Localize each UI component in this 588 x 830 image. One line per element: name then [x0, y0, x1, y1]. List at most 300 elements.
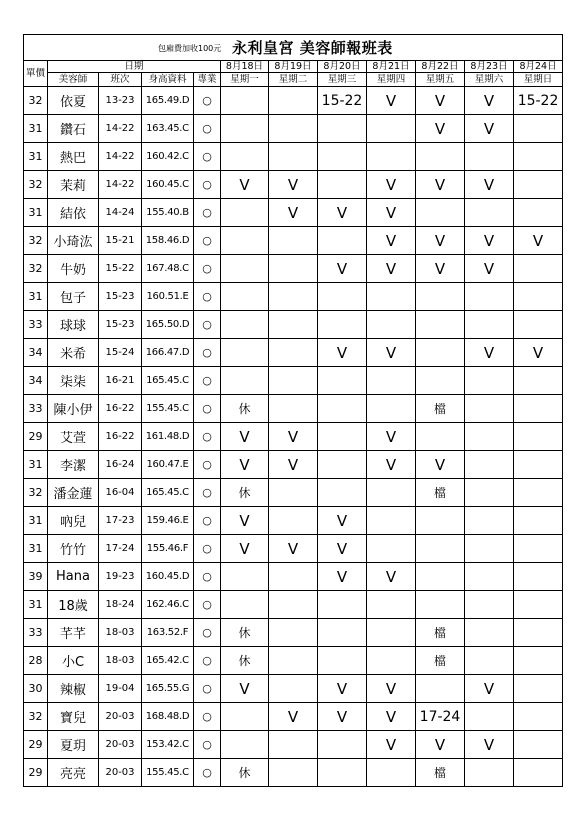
- row-spec: ○: [194, 255, 221, 283]
- header-date: 8月20日: [318, 61, 367, 73]
- row-day: V: [367, 199, 416, 227]
- row-day: [465, 311, 514, 339]
- row-day: V: [318, 703, 367, 731]
- table-row: [24, 367, 563, 395]
- table-row: [24, 451, 563, 479]
- row-day: [221, 591, 269, 619]
- table-row: [24, 227, 563, 255]
- row-day: [514, 283, 563, 311]
- row-day: [514, 507, 563, 535]
- row-day: V: [465, 171, 514, 199]
- row-day: [269, 367, 318, 395]
- row-day: V: [269, 423, 318, 451]
- row-name: 陳小伊: [48, 395, 99, 423]
- row-seq: 31: [24, 115, 48, 143]
- row-day: 檔: [416, 479, 465, 507]
- row-day: [221, 115, 269, 143]
- row-name: 艾萱: [48, 423, 99, 451]
- header-class: 班次: [99, 73, 142, 87]
- row-day: V: [367, 87, 416, 115]
- row-body: 165.55.G: [142, 675, 194, 703]
- row-body: 165.42.C: [142, 647, 194, 675]
- row-body: 165.49.D: [142, 87, 194, 115]
- title-row: [24, 35, 563, 61]
- row-body: 159.46.E: [142, 507, 194, 535]
- row-body: 160.51.E: [142, 283, 194, 311]
- row-day: [514, 535, 563, 563]
- row-name: 包子: [48, 283, 99, 311]
- row-body: 166.47.D: [142, 339, 194, 367]
- row-day: [367, 591, 416, 619]
- row-day: [318, 731, 367, 759]
- row-spec: ○: [194, 283, 221, 311]
- row-day: [367, 619, 416, 647]
- row-day: [221, 563, 269, 591]
- row-seq: 39: [24, 563, 48, 591]
- row-body: 158.46.D: [142, 227, 194, 255]
- row-day: [269, 395, 318, 423]
- row-body: 155.45.C: [142, 395, 194, 423]
- row-day: [269, 563, 318, 591]
- row-class: 15-24: [99, 339, 142, 367]
- row-name: 柒柒: [48, 367, 99, 395]
- row-day: [514, 199, 563, 227]
- table-row: [24, 591, 563, 619]
- row-day: 17-24: [416, 703, 465, 731]
- surcharge-note: 包廂費加收100元: [158, 44, 222, 53]
- row-day: [318, 227, 367, 255]
- row-day: [318, 647, 367, 675]
- row-day: [514, 451, 563, 479]
- row-seq: 32: [24, 255, 48, 283]
- row-day: [318, 395, 367, 423]
- row-day: [416, 143, 465, 171]
- row-name: Hana: [48, 563, 99, 591]
- row-seq: 31: [24, 199, 48, 227]
- row-class: 16-22: [99, 423, 142, 451]
- row-seq: 30: [24, 675, 48, 703]
- row-day: [221, 367, 269, 395]
- row-day: [465, 283, 514, 311]
- row-day: [269, 731, 318, 759]
- row-day: V: [221, 675, 269, 703]
- row-day: [416, 507, 465, 535]
- row-body: 165.45.C: [142, 479, 194, 507]
- row-body: 155.45.C: [142, 759, 194, 787]
- row-day: 休: [221, 619, 269, 647]
- row-day: [416, 339, 465, 367]
- row-body: 165.45.C: [142, 367, 194, 395]
- row-day: V: [367, 339, 416, 367]
- row-body: 161.48.D: [142, 423, 194, 451]
- row-day: V: [465, 731, 514, 759]
- row-day: [269, 87, 318, 115]
- row-day: V: [416, 115, 465, 143]
- header-date: 8月23日: [465, 61, 514, 73]
- row-day: V: [367, 703, 416, 731]
- row-spec: ○: [194, 591, 221, 619]
- header-date: 8月21日: [367, 61, 416, 73]
- row-spec: ○: [194, 199, 221, 227]
- row-body: 160.42.C: [142, 143, 194, 171]
- row-day: [416, 535, 465, 563]
- row-seq: 32: [24, 703, 48, 731]
- row-day: V: [465, 87, 514, 115]
- row-day: [465, 423, 514, 451]
- row-spec: ○: [194, 311, 221, 339]
- table-row: [24, 479, 563, 507]
- row-day: [221, 339, 269, 367]
- row-day: [514, 759, 563, 787]
- row-spec: ○: [194, 395, 221, 423]
- row-day: [318, 143, 367, 171]
- row-day: [514, 703, 563, 731]
- row-body: 155.40.B: [142, 199, 194, 227]
- header-weekday: 星期三: [318, 73, 367, 87]
- row-day: [318, 283, 367, 311]
- schedule-table: [23, 34, 563, 787]
- row-class: 16-21: [99, 367, 142, 395]
- row-name: 竹竹: [48, 535, 99, 563]
- row-day: [465, 199, 514, 227]
- row-day: [465, 647, 514, 675]
- row-day: [416, 675, 465, 703]
- row-day: V: [269, 703, 318, 731]
- row-day: V: [416, 87, 465, 115]
- row-day: [269, 339, 318, 367]
- row-name: 球球: [48, 311, 99, 339]
- row-day: [465, 563, 514, 591]
- row-day: [269, 143, 318, 171]
- table-row: [24, 647, 563, 675]
- table-row: [24, 731, 563, 759]
- row-day: [465, 619, 514, 647]
- row-class: 15-22: [99, 255, 142, 283]
- row-day: 休: [221, 647, 269, 675]
- row-seq: 33: [24, 395, 48, 423]
- row-day: V: [221, 171, 269, 199]
- row-day: [221, 143, 269, 171]
- row-name: 小琦汯: [48, 227, 99, 255]
- row-name: 茉莉: [48, 171, 99, 199]
- row-day: [465, 759, 514, 787]
- header-name: 美容師: [48, 73, 99, 87]
- row-day: [367, 143, 416, 171]
- row-day: 休: [221, 395, 269, 423]
- row-day: [416, 311, 465, 339]
- row-day: [465, 703, 514, 731]
- row-day: [465, 367, 514, 395]
- row-day: V: [367, 563, 416, 591]
- row-day: [514, 675, 563, 703]
- row-day: [514, 255, 563, 283]
- row-day: V: [465, 675, 514, 703]
- row-day: V: [221, 535, 269, 563]
- row-name: 米希: [48, 339, 99, 367]
- row-day: 15-22: [318, 87, 367, 115]
- row-seq: 33: [24, 619, 48, 647]
- row-spec: ○: [194, 759, 221, 787]
- row-seq: 31: [24, 535, 48, 563]
- row-day: [514, 647, 563, 675]
- row-name: 芊芊: [48, 619, 99, 647]
- row-day: [465, 479, 514, 507]
- row-name: 辣椒: [48, 675, 99, 703]
- row-day: V: [318, 255, 367, 283]
- row-day: 檔: [416, 395, 465, 423]
- row-day: V: [269, 199, 318, 227]
- table-row: [24, 507, 563, 535]
- row-day: [514, 731, 563, 759]
- row-day: V: [318, 675, 367, 703]
- table-row: [24, 199, 563, 227]
- row-body: 153.42.C: [142, 731, 194, 759]
- row-day: [318, 759, 367, 787]
- row-spec: ○: [194, 535, 221, 563]
- row-day: V: [416, 255, 465, 283]
- row-day: V: [465, 255, 514, 283]
- row-seq: 34: [24, 339, 48, 367]
- header-weekday: 星期一: [221, 73, 269, 87]
- row-day: [318, 451, 367, 479]
- row-day: V: [221, 507, 269, 535]
- row-spec: ○: [194, 115, 221, 143]
- row-day: [269, 115, 318, 143]
- page-title: 永利皇宮 美容師報班表: [232, 39, 393, 57]
- header-date: 8月18日: [221, 61, 269, 73]
- row-day: V: [318, 507, 367, 535]
- header-row-1: [24, 61, 563, 73]
- row-spec: ○: [194, 619, 221, 647]
- row-seq: 31: [24, 451, 48, 479]
- row-day: [221, 87, 269, 115]
- header-date-group: 日期: [48, 61, 221, 73]
- row-name: 寶兒: [48, 703, 99, 731]
- row-day: [514, 367, 563, 395]
- row-day: [367, 759, 416, 787]
- row-day: [416, 367, 465, 395]
- row-class: 20-03: [99, 731, 142, 759]
- row-class: 18-03: [99, 647, 142, 675]
- table-row: [24, 563, 563, 591]
- row-day: V: [221, 423, 269, 451]
- row-day: [269, 479, 318, 507]
- table-row: [24, 535, 563, 563]
- table-row: [24, 395, 563, 423]
- row-day: V: [416, 171, 465, 199]
- row-day: [269, 675, 318, 703]
- row-day: V: [269, 451, 318, 479]
- header-seq: 單價: [24, 61, 48, 87]
- row-day: [318, 367, 367, 395]
- row-class: 15-23: [99, 311, 142, 339]
- table-row: [24, 339, 563, 367]
- row-name: 牛奶: [48, 255, 99, 283]
- row-body: 163.45.C: [142, 115, 194, 143]
- row-day: [416, 563, 465, 591]
- row-day: [465, 591, 514, 619]
- row-seq: 33: [24, 311, 48, 339]
- row-day: V: [465, 227, 514, 255]
- row-day: [514, 395, 563, 423]
- row-name: 鑽石: [48, 115, 99, 143]
- row-day: [416, 283, 465, 311]
- header-row-2: [24, 73, 563, 87]
- row-name: 潘金蓮: [48, 479, 99, 507]
- row-class: 14-22: [99, 171, 142, 199]
- row-day: [269, 255, 318, 283]
- row-day: [514, 143, 563, 171]
- table-row: [24, 311, 563, 339]
- row-body: 160.45.C: [142, 171, 194, 199]
- row-day: 檔: [416, 647, 465, 675]
- row-seq: 28: [24, 647, 48, 675]
- row-day: V: [514, 339, 563, 367]
- row-spec: ○: [194, 563, 221, 591]
- row-name: 小C: [48, 647, 99, 675]
- row-class: 19-04: [99, 675, 142, 703]
- row-day: [416, 199, 465, 227]
- row-day: V: [318, 563, 367, 591]
- header-date: 8月24日: [514, 61, 563, 73]
- row-day: [465, 535, 514, 563]
- row-day: [514, 311, 563, 339]
- row-class: 18-24: [99, 591, 142, 619]
- row-spec: ○: [194, 339, 221, 367]
- row-spec: ○: [194, 647, 221, 675]
- table-row: [24, 115, 563, 143]
- row-day: [514, 115, 563, 143]
- row-day: [318, 619, 367, 647]
- row-body: 167.48.C: [142, 255, 194, 283]
- row-class: 14-24: [99, 199, 142, 227]
- row-class: 20-03: [99, 703, 142, 731]
- row-body: 163.52.F: [142, 619, 194, 647]
- row-spec: ○: [194, 367, 221, 395]
- row-day: [318, 479, 367, 507]
- row-day: V: [318, 339, 367, 367]
- row-day: [221, 199, 269, 227]
- row-body: 155.46.F: [142, 535, 194, 563]
- table-row: [24, 759, 563, 787]
- row-spec: ○: [194, 507, 221, 535]
- row-class: 14-22: [99, 115, 142, 143]
- row-body: 160.47.E: [142, 451, 194, 479]
- table-row: [24, 143, 563, 171]
- row-spec: ○: [194, 479, 221, 507]
- row-day: [514, 423, 563, 451]
- row-spec: ○: [194, 731, 221, 759]
- header-weekday: 星期四: [367, 73, 416, 87]
- row-day: V: [465, 339, 514, 367]
- row-day: [221, 255, 269, 283]
- row-class: 18-03: [99, 619, 142, 647]
- row-class: 14-22: [99, 143, 142, 171]
- row-day: [318, 171, 367, 199]
- row-day: V: [269, 535, 318, 563]
- row-day: [221, 283, 269, 311]
- row-day: [318, 115, 367, 143]
- row-day: [367, 283, 416, 311]
- header-body: 身高資料: [142, 73, 194, 87]
- row-day: V: [318, 535, 367, 563]
- row-seq: 32: [24, 87, 48, 115]
- row-day: [367, 479, 416, 507]
- row-day: [367, 507, 416, 535]
- row-body: 160.45.D: [142, 563, 194, 591]
- row-class: 16-04: [99, 479, 142, 507]
- row-spec: ○: [194, 171, 221, 199]
- header-weekday: 星期六: [465, 73, 514, 87]
- row-day: V: [367, 451, 416, 479]
- row-spec: ○: [194, 87, 221, 115]
- row-day: V: [318, 199, 367, 227]
- row-body: 162.46.C: [142, 591, 194, 619]
- row-class: 15-23: [99, 283, 142, 311]
- row-day: V: [367, 171, 416, 199]
- row-spec: ○: [194, 451, 221, 479]
- row-day: V: [221, 451, 269, 479]
- row-seq: 31: [24, 507, 48, 535]
- row-spec: ○: [194, 227, 221, 255]
- table-row: [24, 675, 563, 703]
- row-day: [465, 143, 514, 171]
- row-day: [269, 507, 318, 535]
- row-day: V: [367, 675, 416, 703]
- row-seq: 32: [24, 479, 48, 507]
- row-day: [269, 591, 318, 619]
- row-seq: 29: [24, 423, 48, 451]
- row-day: [318, 311, 367, 339]
- row-class: 20-03: [99, 759, 142, 787]
- table-row: [24, 255, 563, 283]
- row-day: [221, 227, 269, 255]
- row-day: [514, 619, 563, 647]
- row-day: [465, 507, 514, 535]
- row-name: 李潔: [48, 451, 99, 479]
- table-row: [24, 423, 563, 451]
- row-seq: 34: [24, 367, 48, 395]
- row-seq: 31: [24, 143, 48, 171]
- row-day: [416, 423, 465, 451]
- row-day: [221, 703, 269, 731]
- row-day: [318, 591, 367, 619]
- row-name: 18歲: [48, 591, 99, 619]
- row-day: [318, 423, 367, 451]
- table-row: [24, 283, 563, 311]
- header-weekday: 星期日: [514, 73, 563, 87]
- row-spec: ○: [194, 423, 221, 451]
- row-day: [269, 311, 318, 339]
- title-cell: [24, 35, 563, 61]
- row-seq: 31: [24, 591, 48, 619]
- row-day: [221, 311, 269, 339]
- row-day: [514, 591, 563, 619]
- row-class: 19-23: [99, 563, 142, 591]
- row-seq: 32: [24, 171, 48, 199]
- row-day: [269, 619, 318, 647]
- row-seq: 31: [24, 283, 48, 311]
- row-day: V: [465, 115, 514, 143]
- header-date: 8月22日: [416, 61, 465, 73]
- row-class: 16-22: [99, 395, 142, 423]
- row-day: [416, 591, 465, 619]
- row-name: 亮亮: [48, 759, 99, 787]
- row-name: 夏玥: [48, 731, 99, 759]
- row-day: [269, 283, 318, 311]
- header-weekday: 星期二: [269, 73, 318, 87]
- row-day: [514, 171, 563, 199]
